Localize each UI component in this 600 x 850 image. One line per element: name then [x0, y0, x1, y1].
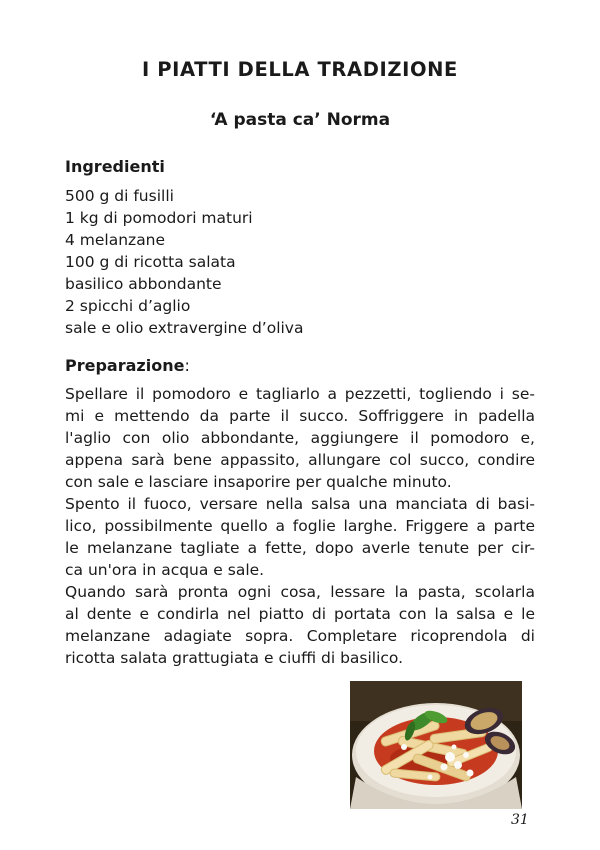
preparation-heading — [65, 356, 190, 375]
ingredient-item: 1 kg di pomodori maturi — [65, 209, 253, 227]
preparation-line: ca un'ora in acqua e sale. — [65, 561, 265, 579]
preparation-line: appena sarà bene appassito, allungare col succo, condire — [65, 451, 535, 469]
preparation-line: ricotta salata grattugiata e ciuffi di basilico. — [65, 649, 404, 667]
preparation-line: Spento il fuoco, versare nella salsa una manciata di basi- — [65, 495, 535, 513]
ingredients-heading: Ingredienti — [65, 157, 165, 176]
pasta-dish-photo — [350, 681, 522, 809]
ingredients-list — [65, 185, 303, 339]
ingredient-item: sale e olio extravergine d’oliva — [65, 319, 304, 337]
preparation-line: melanzane adagiate sopra. Completare ricoprendola di — [65, 627, 535, 645]
ingredient-item: 2 spicchi d’aglio — [65, 297, 191, 315]
preparation-line: mi e mettendo da parte il succo. Soffriggere in padella — [65, 407, 535, 425]
page-number: 31 — [511, 812, 529, 828]
ingredient-item: 4 melanzane — [65, 231, 166, 249]
ingredient-item: 100 g di ricotta salata — [65, 253, 236, 271]
preparation-heading-colon: : — [184, 356, 190, 375]
preparation-heading-label: Preparazione — [65, 356, 185, 375]
ingredient-item: 500 g di fusilli — [65, 187, 174, 205]
page-title: I PIATTI DELLA TRADIZIONE — [142, 58, 458, 81]
preparation-line: Quando sarà pronta ogni cosa, lessare la pasta, scolarla — [65, 583, 535, 601]
preparation-line: le melanzane tagliate a fette, dopo averle tenute per cir- — [65, 539, 535, 557]
ingredient-item: basilico abbondante — [65, 275, 222, 293]
preparation-text — [65, 383, 535, 669]
recipe-title: ‘A pasta ca’ Norma — [209, 110, 391, 130]
preparation-line: con sale e lasciare insaporire per qualche minuto. — [65, 473, 452, 491]
preparation-line: l'aglio con olio abbondante, aggiungere il pomodoro e, — [65, 429, 535, 447]
preparation-line: Spellare il pomodoro e tagliarlo a pezzetti, togliendo i se- — [65, 385, 535, 403]
preparation-line: lico, possibilmente quello a foglie larghe. Friggere a parte — [65, 517, 535, 535]
preparation-line: al dente e condirla nel piatto di portata con la salsa e le — [65, 605, 535, 623]
